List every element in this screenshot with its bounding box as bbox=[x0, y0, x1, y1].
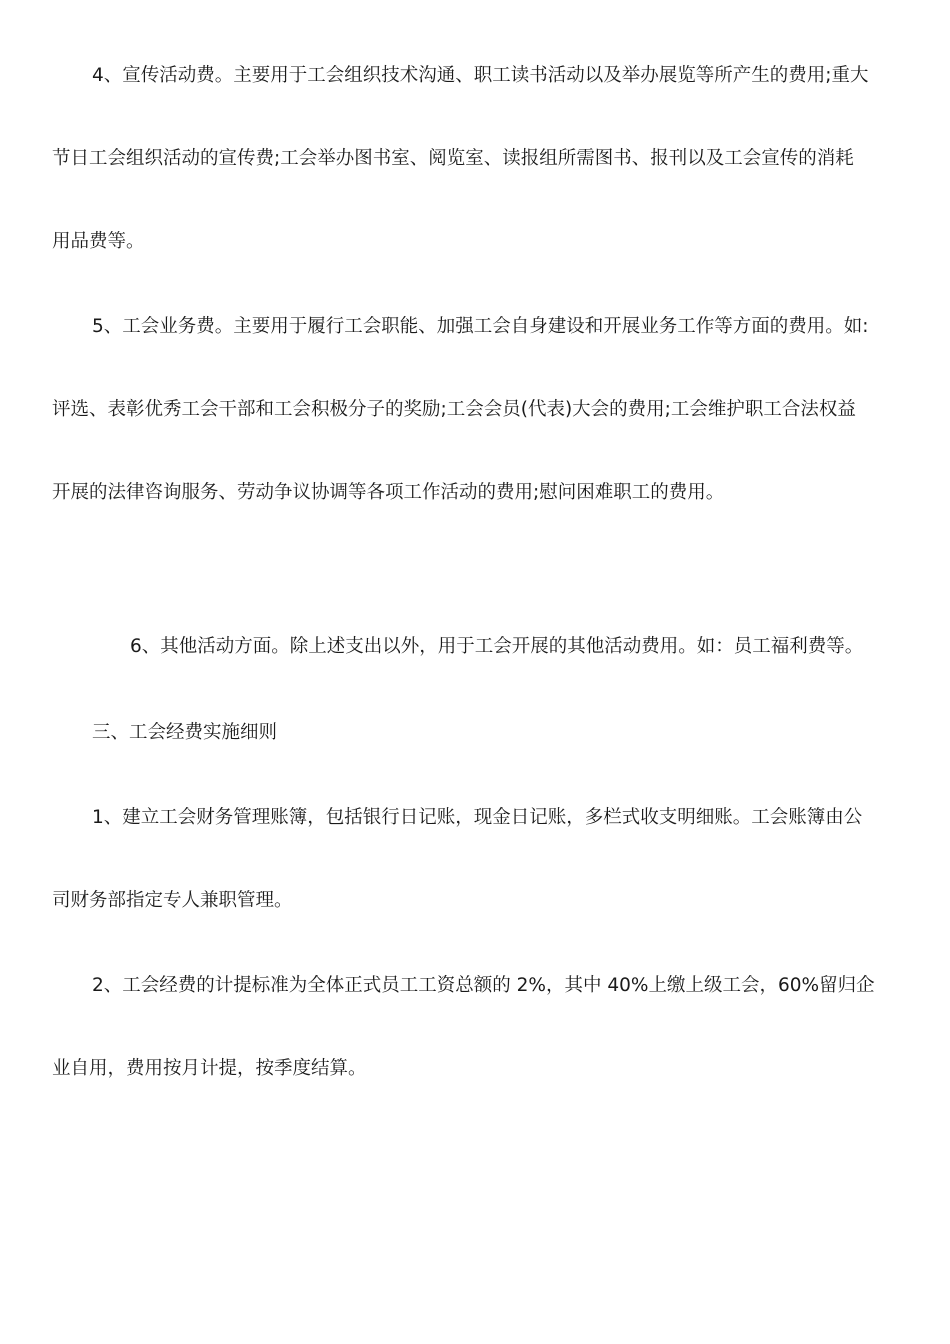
text-line: 业自用，费用按月计提，按季度结算。 bbox=[52, 1058, 367, 1079]
text-line: 4、宣传活动费。主要用于工会组织技术沟通、职工读书活动以及举办展览等所产生的费用;重大 bbox=[92, 65, 869, 86]
text-line: 6、其他活动方面。除上述支出以外，用于工会开展的其他活动费用。如：员工福利费等。 bbox=[130, 636, 864, 657]
section-title: 三、工会经费实施细则 bbox=[92, 722, 278, 743]
text-line: 司财务部指定专人兼职管理。 bbox=[52, 890, 293, 911]
text-line: 节日工会组织活动的宣传费;工会举办图书室、阅览室、读报组所需图书、报刊以及工会宣传的消耗 bbox=[52, 148, 854, 169]
text-line: 开展的法律咨询服务、劳动争议协调等各项工作活动的费用;慰问困难职工的费用。 bbox=[52, 482, 725, 503]
text-line: 2、工会经费的计提标准为全体正式员工工资总额的 2%，其中 40%上缴上级工会，60%留归企 bbox=[92, 975, 875, 996]
text-line: 5、工会业务费。主要用于履行工会职能、加强工会自身建设和开展业务工作等方面的费用。如: bbox=[92, 316, 869, 337]
text-line: 评选、表彰优秀工会干部和工会积极分子的奖励;工会会员(代表)大会的费用;工会维护职工合法权益 bbox=[52, 399, 856, 420]
text-line: 1、建立工会财务管理账簿，包括银行日记账，现金日记账，多栏式收支明细账。工会账簿由公 bbox=[92, 807, 863, 828]
text-line: 用品费等。 bbox=[52, 231, 145, 252]
